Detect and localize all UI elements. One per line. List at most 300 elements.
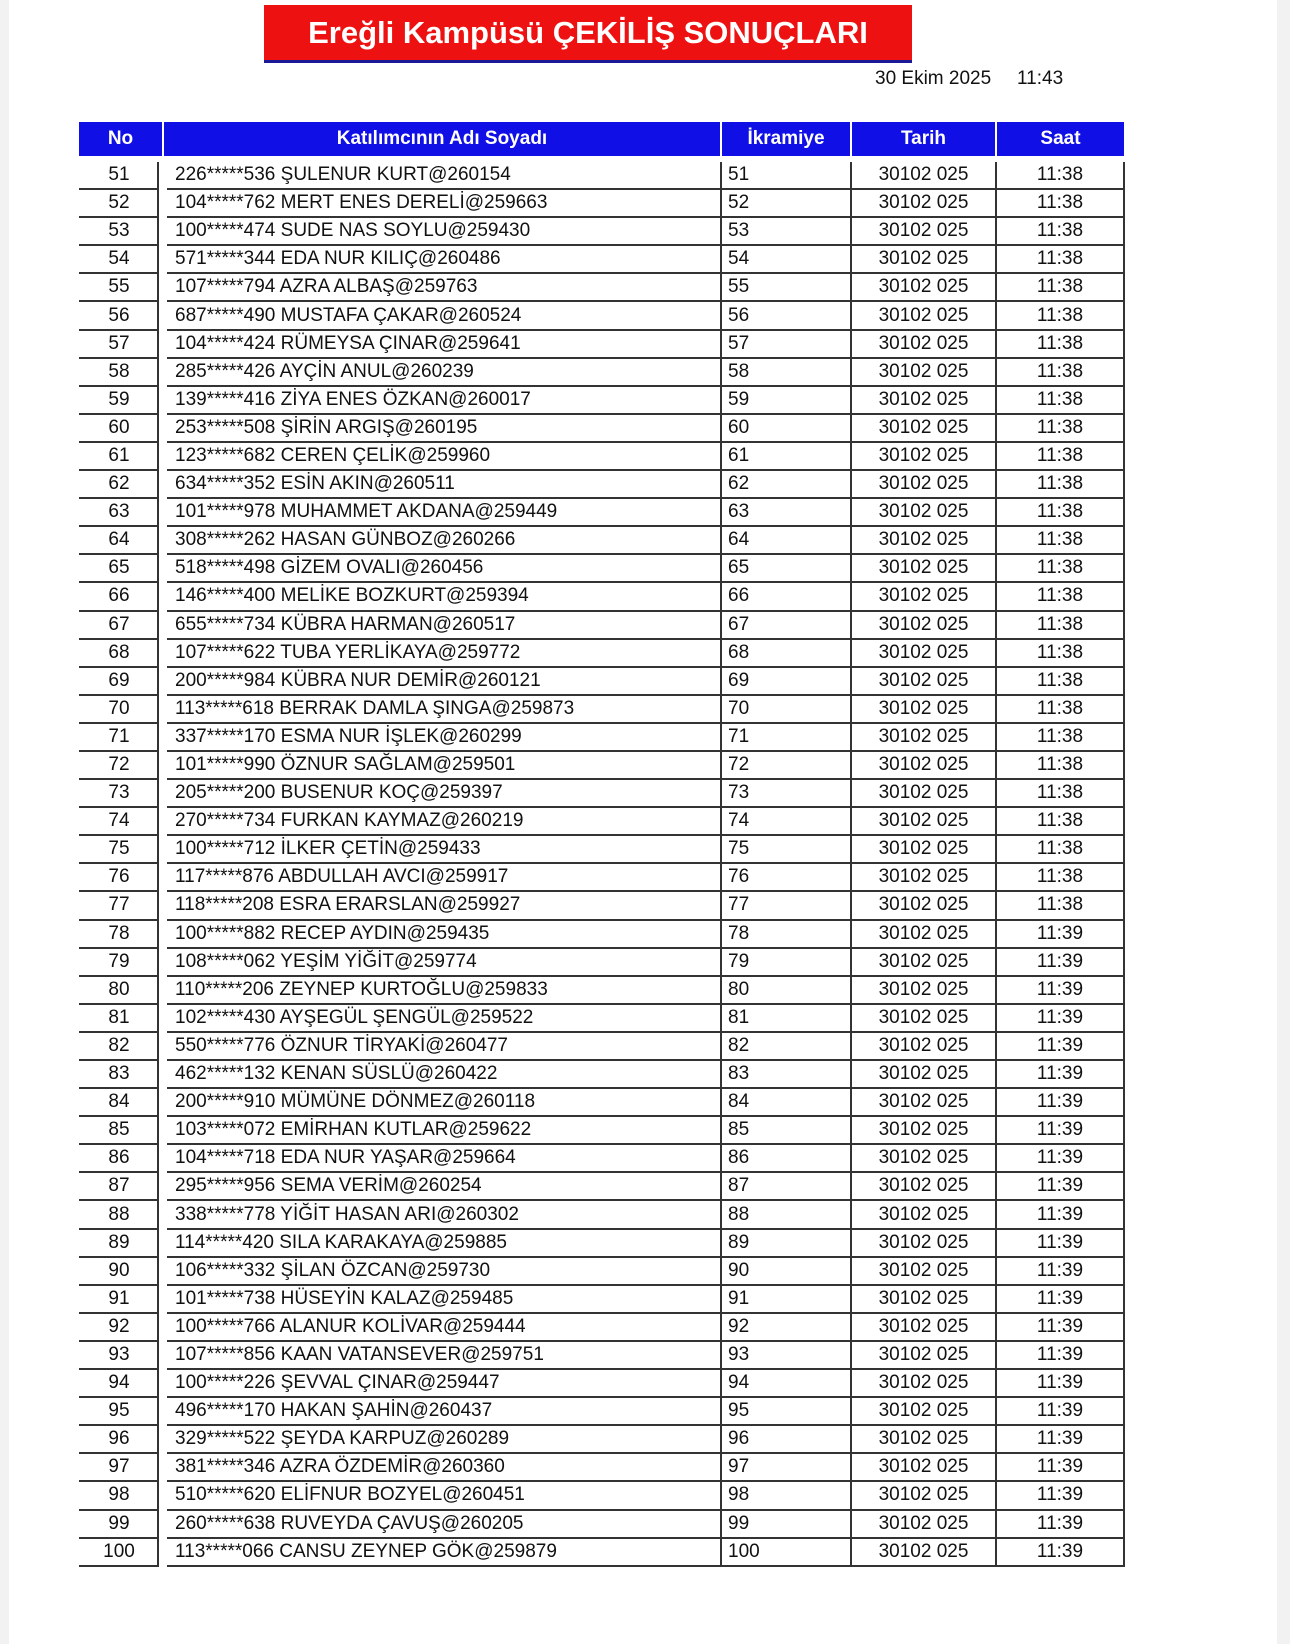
cell-prize: 83 [721, 1060, 851, 1088]
cell-no: 79 [79, 948, 163, 976]
cell-no: 85 [79, 1116, 163, 1144]
cell-prize: 71 [721, 723, 851, 751]
table-row [79, 723, 1124, 751]
cell-date: 30102 025 [851, 1060, 996, 1088]
cell-no: 81 [79, 1004, 163, 1032]
cell-participant-name: 270*****734 FURKAN KAYMAZ@260219 [163, 807, 721, 835]
cell-no: 94 [79, 1369, 163, 1397]
cell-prize: 100 [721, 1538, 851, 1566]
cell-no: 53 [79, 217, 163, 245]
cell-no: 96 [79, 1425, 163, 1453]
cell-time: 11:39 [996, 1538, 1124, 1566]
cell-prize: 76 [721, 863, 851, 891]
cell-time: 11:38 [996, 779, 1124, 807]
table-row [79, 1538, 1124, 1566]
cell-no: 64 [79, 526, 163, 554]
cell-prize: 61 [721, 442, 851, 470]
report-date: 30 Ekim 2025 [875, 68, 992, 89]
table-row [79, 1425, 1124, 1453]
cell-time: 11:38 [996, 162, 1124, 189]
cell-participant-name: 496*****170 HAKAN ŞAHİN@260437 [163, 1397, 721, 1425]
cell-date: 30102 025 [851, 1341, 996, 1369]
table-row [79, 330, 1124, 358]
cell-participant-name: 100*****882 RECEP AYDIN@259435 [163, 920, 721, 948]
cell-time: 11:38 [996, 442, 1124, 470]
cell-date: 30102 025 [851, 1313, 996, 1341]
cell-no: 63 [79, 498, 163, 526]
cell-prize: 93 [721, 1341, 851, 1369]
cell-time: 11:39 [996, 1341, 1124, 1369]
cell-participant-name: 308*****262 HASAN GÜNBOZ@260266 [163, 526, 721, 554]
table-row [79, 695, 1124, 723]
cell-time: 11:39 [996, 1088, 1124, 1116]
cell-time: 11:38 [996, 582, 1124, 610]
cell-date: 30102 025 [851, 245, 996, 273]
cell-time: 11:38 [996, 807, 1124, 835]
table-row [79, 863, 1124, 891]
cell-date: 30102 025 [851, 1510, 996, 1538]
cell-time: 11:38 [996, 189, 1124, 217]
cell-date: 30102 025 [851, 667, 996, 695]
cell-prize: 79 [721, 948, 851, 976]
table-row [79, 1088, 1124, 1116]
results-table [79, 122, 1125, 1567]
cell-participant-name: 550*****776 ÖZNUR TİRYAKİ@260477 [163, 1032, 721, 1060]
cell-time: 11:38 [996, 526, 1124, 554]
cell-prize: 64 [721, 526, 851, 554]
cell-date: 30102 025 [851, 639, 996, 667]
cell-time: 11:39 [996, 1004, 1124, 1032]
cell-no: 95 [79, 1397, 163, 1425]
table-row [79, 835, 1124, 863]
cell-date: 30102 025 [851, 835, 996, 863]
table-row [79, 1032, 1124, 1060]
table-row [79, 386, 1124, 414]
cell-prize: 85 [721, 1116, 851, 1144]
header-prize: İkramiye [721, 122, 851, 156]
cell-prize: 97 [721, 1453, 851, 1481]
header-participant-name: Katılımcının Adı Soyadı [163, 122, 721, 156]
cell-date: 30102 025 [851, 1538, 996, 1566]
cell-participant-name: 571*****344 EDA NUR KILIÇ@260486 [163, 245, 721, 273]
cell-prize: 81 [721, 1004, 851, 1032]
cell-no: 52 [79, 189, 163, 217]
cell-date: 30102 025 [851, 1116, 996, 1144]
table-row [79, 1229, 1124, 1257]
cell-no: 60 [79, 414, 163, 442]
table-row [79, 1313, 1124, 1341]
cell-prize: 92 [721, 1313, 851, 1341]
cell-time: 11:38 [996, 273, 1124, 301]
cell-participant-name: 101*****738 HÜSEYİN KALAZ@259485 [163, 1285, 721, 1313]
cell-time: 11:38 [996, 386, 1124, 414]
cell-date: 30102 025 [851, 1481, 996, 1509]
cell-participant-name: 226*****536 ŞULENUR KURT@260154 [163, 162, 721, 189]
cell-date: 30102 025 [851, 470, 996, 498]
cell-no: 57 [79, 330, 163, 358]
cell-date: 30102 025 [851, 920, 996, 948]
cell-participant-name: 103*****072 EMİRHAN KUTLAR@259622 [163, 1116, 721, 1144]
cell-no: 92 [79, 1313, 163, 1341]
cell-time: 11:39 [996, 1285, 1124, 1313]
cell-prize: 54 [721, 245, 851, 273]
cell-date: 30102 025 [851, 976, 996, 1004]
cell-date: 30102 025 [851, 723, 996, 751]
table-row [79, 1200, 1124, 1228]
cell-prize: 74 [721, 807, 851, 835]
table-row [79, 1341, 1124, 1369]
cell-date: 30102 025 [851, 891, 996, 919]
cell-participant-name: 146*****400 MELİKE BOZKURT@259394 [163, 582, 721, 610]
cell-prize: 90 [721, 1257, 851, 1285]
cell-participant-name: 118*****208 ESRA ERARSLAN@259927 [163, 891, 721, 919]
cell-date: 30102 025 [851, 273, 996, 301]
cell-no: 54 [79, 245, 163, 273]
table-row [79, 162, 1124, 189]
cell-no: 62 [79, 470, 163, 498]
cell-prize: 95 [721, 1397, 851, 1425]
cell-time: 11:38 [996, 751, 1124, 779]
cell-time: 11:39 [996, 1453, 1124, 1481]
cell-no: 83 [79, 1060, 163, 1088]
document-page [9, 0, 1277, 1644]
cell-no: 76 [79, 863, 163, 891]
cell-date: 30102 025 [851, 1453, 996, 1481]
table-row [79, 1510, 1124, 1538]
table-row [79, 217, 1124, 245]
cell-no: 73 [79, 779, 163, 807]
cell-date: 30102 025 [851, 1257, 996, 1285]
cell-prize: 75 [721, 835, 851, 863]
cell-date: 30102 025 [851, 1285, 996, 1313]
cell-time: 11:39 [996, 920, 1124, 948]
cell-prize: 99 [721, 1510, 851, 1538]
cell-prize: 98 [721, 1481, 851, 1509]
cell-no: 82 [79, 1032, 163, 1060]
table-row [79, 526, 1124, 554]
cell-prize: 55 [721, 273, 851, 301]
cell-date: 30102 025 [851, 611, 996, 639]
cell-participant-name: 107*****856 KAAN VATANSEVER@259751 [163, 1341, 721, 1369]
table-header-row [79, 122, 1124, 156]
table-row [79, 1060, 1124, 1088]
cell-participant-name: 200*****984 KÜBRA NUR DEMİR@260121 [163, 667, 721, 695]
cell-prize: 91 [721, 1285, 851, 1313]
cell-date: 30102 025 [851, 386, 996, 414]
cell-date: 30102 025 [851, 554, 996, 582]
cell-time: 11:39 [996, 1060, 1124, 1088]
cell-date: 30102 025 [851, 414, 996, 442]
cell-no: 56 [79, 301, 163, 329]
cell-prize: 87 [721, 1172, 851, 1200]
cell-date: 30102 025 [851, 1088, 996, 1116]
cell-participant-name: 102*****430 AYŞEGÜL ŞENGÜL@259522 [163, 1004, 721, 1032]
cell-date: 30102 025 [851, 1172, 996, 1200]
cell-participant-name: 108*****062 YEŞİM YİĞİT@259774 [163, 948, 721, 976]
cell-prize: 88 [721, 1200, 851, 1228]
cell-date: 30102 025 [851, 751, 996, 779]
cell-prize: 56 [721, 301, 851, 329]
cell-no: 87 [79, 1172, 163, 1200]
cell-time: 11:38 [996, 245, 1124, 273]
cell-time: 11:39 [996, 1397, 1124, 1425]
cell-participant-name: 110*****206 ZEYNEP KURTOĞLU@259833 [163, 976, 721, 1004]
table-row [79, 1004, 1124, 1032]
table-row [79, 1257, 1124, 1285]
cell-participant-name: 510*****620 ELİFNUR BOZYEL@260451 [163, 1481, 721, 1509]
cell-participant-name: 100*****474 SUDE NAS SOYLU@259430 [163, 217, 721, 245]
cell-prize: 51 [721, 162, 851, 189]
table-row [79, 807, 1124, 835]
cell-participant-name: 100*****712 İLKER ÇETİN@259433 [163, 835, 721, 863]
cell-date: 30102 025 [851, 1004, 996, 1032]
cell-no: 66 [79, 582, 163, 610]
cell-date: 30102 025 [851, 1229, 996, 1257]
cell-prize: 53 [721, 217, 851, 245]
cell-participant-name: 337*****170 ESMA NUR İŞLEK@260299 [163, 723, 721, 751]
cell-date: 30102 025 [851, 301, 996, 329]
cell-no: 67 [79, 611, 163, 639]
cell-date: 30102 025 [851, 217, 996, 245]
cell-participant-name: 687*****490 MUSTAFA ÇAKAR@260524 [163, 301, 721, 329]
cell-prize: 72 [721, 751, 851, 779]
page-title: Ereğli Kampüsü ÇEKİLİŞ SONUÇLARI [264, 5, 912, 63]
cell-participant-name: 295*****956 SEMA VERİM@260254 [163, 1172, 721, 1200]
table-row [79, 1369, 1124, 1397]
cell-time: 11:39 [996, 1510, 1124, 1538]
cell-prize: 52 [721, 189, 851, 217]
cell-participant-name: 123*****682 CEREN ÇELİK@259960 [163, 442, 721, 470]
cell-participant-name: 253*****508 ŞİRİN ARGIŞ@260195 [163, 414, 721, 442]
cell-time: 11:38 [996, 358, 1124, 386]
table-row [79, 667, 1124, 695]
cell-no: 71 [79, 723, 163, 751]
cell-time: 11:39 [996, 948, 1124, 976]
table-row [79, 1397, 1124, 1425]
cell-time: 11:38 [996, 414, 1124, 442]
table-row [79, 751, 1124, 779]
table-row [79, 358, 1124, 386]
cell-time: 11:38 [996, 330, 1124, 358]
cell-date: 30102 025 [851, 526, 996, 554]
cell-prize: 68 [721, 639, 851, 667]
cell-time: 11:39 [996, 1200, 1124, 1228]
cell-no: 55 [79, 273, 163, 301]
cell-prize: 80 [721, 976, 851, 1004]
cell-participant-name: 338*****778 YİĞİT HASAN ARI@260302 [163, 1200, 721, 1228]
cell-participant-name: 101*****990 ÖZNUR SAĞLAM@259501 [163, 751, 721, 779]
cell-no: 99 [79, 1510, 163, 1538]
header-no: No [79, 122, 163, 156]
report-time: 11:43 [1017, 68, 1064, 89]
table-row [79, 414, 1124, 442]
cell-no: 84 [79, 1088, 163, 1116]
cell-prize: 59 [721, 386, 851, 414]
cell-time: 11:39 [996, 1257, 1124, 1285]
cell-participant-name: 113*****066 CANSU ZEYNEP GÖK@259879 [163, 1538, 721, 1566]
cell-date: 30102 025 [851, 358, 996, 386]
cell-participant-name: 139*****416 ZİYA ENES ÖZKAN@260017 [163, 386, 721, 414]
table-row [79, 1116, 1124, 1144]
cell-date: 30102 025 [851, 948, 996, 976]
header-time: Saat [996, 122, 1124, 156]
table-row [79, 470, 1124, 498]
header-date: Tarih [851, 122, 996, 156]
table-row [79, 273, 1124, 301]
cell-participant-name: 117*****876 ABDULLAH AVCI@259917 [163, 863, 721, 891]
cell-no: 74 [79, 807, 163, 835]
cell-prize: 58 [721, 358, 851, 386]
table-row [79, 891, 1124, 919]
table-row [79, 442, 1124, 470]
table-row [79, 498, 1124, 526]
table-row [79, 948, 1124, 976]
cell-participant-name: 518*****498 GİZEM OVALI@260456 [163, 554, 721, 582]
cell-date: 30102 025 [851, 582, 996, 610]
cell-no: 59 [79, 386, 163, 414]
cell-time: 11:38 [996, 470, 1124, 498]
table-row [79, 301, 1124, 329]
table-row [79, 245, 1124, 273]
cell-time: 11:39 [996, 1481, 1124, 1509]
cell-participant-name: 285*****426 AYÇİN ANUL@260239 [163, 358, 721, 386]
cell-participant-name: 101*****978 MUHAMMET AKDANA@259449 [163, 498, 721, 526]
cell-no: 69 [79, 667, 163, 695]
cell-participant-name: 113*****618 BERRAK DAMLA ŞINGA@259873 [163, 695, 721, 723]
cell-time: 11:39 [996, 1116, 1124, 1144]
cell-date: 30102 025 [851, 1200, 996, 1228]
cell-no: 51 [79, 162, 163, 189]
cell-no: 98 [79, 1481, 163, 1509]
cell-time: 11:38 [996, 835, 1124, 863]
cell-no: 65 [79, 554, 163, 582]
cell-no: 75 [79, 835, 163, 863]
cell-participant-name: 104*****424 RÜMEYSA ÇINAR@259641 [163, 330, 721, 358]
cell-time: 11:38 [996, 667, 1124, 695]
cell-date: 30102 025 [851, 695, 996, 723]
cell-participant-name: 655*****734 KÜBRA HARMAN@260517 [163, 611, 721, 639]
cell-prize: 82 [721, 1032, 851, 1060]
cell-time: 11:39 [996, 1032, 1124, 1060]
cell-date: 30102 025 [851, 162, 996, 189]
cell-prize: 60 [721, 414, 851, 442]
cell-participant-name: 205*****200 BUSENUR KOÇ@259397 [163, 779, 721, 807]
cell-time: 11:39 [996, 976, 1124, 1004]
cell-participant-name: 107*****622 TUBA YERLİKAYA@259772 [163, 639, 721, 667]
cell-time: 11:38 [996, 891, 1124, 919]
table-row [79, 554, 1124, 582]
cell-time: 11:39 [996, 1172, 1124, 1200]
table-row [79, 1172, 1124, 1200]
table-row [79, 582, 1124, 610]
cell-no: 93 [79, 1341, 163, 1369]
cell-date: 30102 025 [851, 330, 996, 358]
cell-time: 11:38 [996, 723, 1124, 751]
table-row [79, 1453, 1124, 1481]
table-row [79, 976, 1124, 1004]
table-row [79, 611, 1124, 639]
cell-prize: 66 [721, 582, 851, 610]
cell-time: 11:38 [996, 611, 1124, 639]
cell-prize: 65 [721, 554, 851, 582]
cell-time: 11:38 [996, 554, 1124, 582]
cell-prize: 77 [721, 891, 851, 919]
cell-participant-name: 329*****522 ŞEYDA KARPUZ@260289 [163, 1425, 721, 1453]
cell-participant-name: 634*****352 ESİN AKIN@260511 [163, 470, 721, 498]
table-row [79, 639, 1124, 667]
cell-prize: 62 [721, 470, 851, 498]
cell-date: 30102 025 [851, 1144, 996, 1172]
cell-prize: 63 [721, 498, 851, 526]
cell-no: 90 [79, 1257, 163, 1285]
cell-date: 30102 025 [851, 1425, 996, 1453]
cell-prize: 57 [721, 330, 851, 358]
cell-participant-name: 381*****346 AZRA ÖZDEMİR@260360 [163, 1453, 721, 1481]
cell-participant-name: 104*****718 EDA NUR YAŞAR@259664 [163, 1144, 721, 1172]
cell-no: 77 [79, 891, 163, 919]
cell-participant-name: 114*****420 SILA KARAKAYA@259885 [163, 1229, 721, 1257]
cell-participant-name: 100*****226 ŞEVVAL ÇINAR@259447 [163, 1369, 721, 1397]
cell-no: 68 [79, 639, 163, 667]
cell-time: 11:39 [996, 1144, 1124, 1172]
table-row [79, 1481, 1124, 1509]
cell-date: 30102 025 [851, 863, 996, 891]
cell-prize: 69 [721, 667, 851, 695]
cell-date: 30102 025 [851, 189, 996, 217]
cell-time: 11:38 [996, 301, 1124, 329]
cell-date: 30102 025 [851, 442, 996, 470]
cell-no: 70 [79, 695, 163, 723]
cell-no: 97 [79, 1453, 163, 1481]
cell-participant-name: 462*****132 KENAN SÜSLÜ@260422 [163, 1060, 721, 1088]
cell-no: 100 [79, 1538, 163, 1566]
table-row [79, 920, 1124, 948]
cell-time: 11:39 [996, 1313, 1124, 1341]
cell-prize: 67 [721, 611, 851, 639]
cell-participant-name: 260*****638 RUVEYDA ÇAVUŞ@260205 [163, 1510, 721, 1538]
cell-time: 11:39 [996, 1369, 1124, 1397]
cell-prize: 70 [721, 695, 851, 723]
cell-participant-name: 200*****910 MÜMÜNE DÖNMEZ@260118 [163, 1088, 721, 1116]
cell-prize: 89 [721, 1229, 851, 1257]
cell-prize: 78 [721, 920, 851, 948]
cell-participant-name: 104*****762 MERT ENES DERELİ@259663 [163, 189, 721, 217]
cell-no: 72 [79, 751, 163, 779]
cell-time: 11:39 [996, 1425, 1124, 1453]
cell-date: 30102 025 [851, 1032, 996, 1060]
cell-prize: 96 [721, 1425, 851, 1453]
cell-no: 61 [79, 442, 163, 470]
table-row [79, 1144, 1124, 1172]
table-row [79, 1285, 1124, 1313]
cell-no: 91 [79, 1285, 163, 1313]
cell-date: 30102 025 [851, 779, 996, 807]
cell-participant-name: 107*****794 AZRA ALBAŞ@259763 [163, 273, 721, 301]
table-row [79, 189, 1124, 217]
cell-prize: 94 [721, 1369, 851, 1397]
cell-date: 30102 025 [851, 807, 996, 835]
cell-time: 11:38 [996, 863, 1124, 891]
cell-participant-name: 100*****766 ALANUR KOLİVAR@259444 [163, 1313, 721, 1341]
cell-prize: 73 [721, 779, 851, 807]
table-row [79, 779, 1124, 807]
cell-prize: 86 [721, 1144, 851, 1172]
cell-date: 30102 025 [851, 1397, 996, 1425]
cell-time: 11:39 [996, 1229, 1124, 1257]
cell-no: 88 [79, 1200, 163, 1228]
cell-no: 80 [79, 976, 163, 1004]
cell-participant-name: 106*****332 ŞİLAN ÖZCAN@259730 [163, 1257, 721, 1285]
